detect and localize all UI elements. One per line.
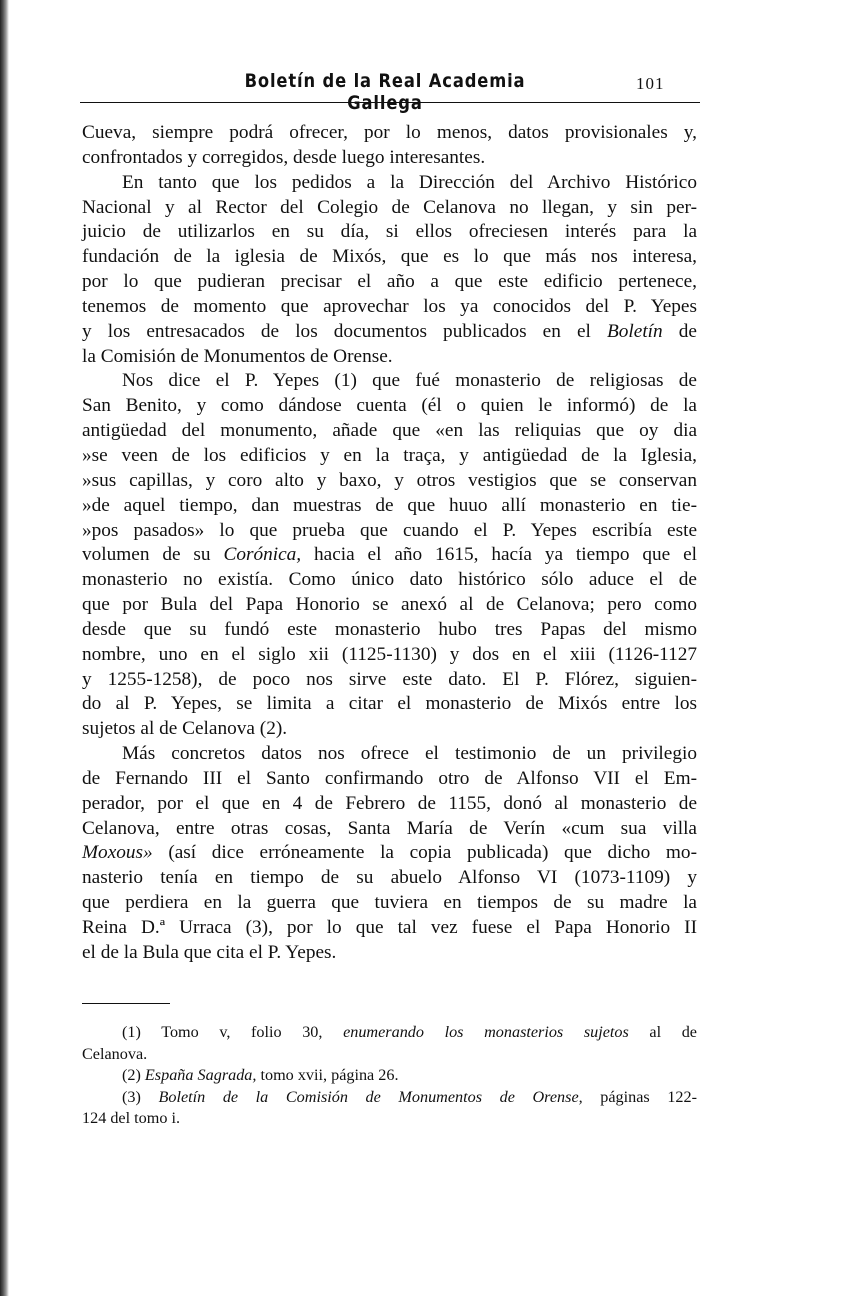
- text-segment: nasterio tenía en tiempo de su abuelo Alfonso VI (1073-1109) y: [82, 867, 697, 889]
- text-segment: al de: [628, 1023, 697, 1041]
- italic-text: España Sagrada,: [144, 1066, 257, 1084]
- text-line: [82, 469, 697, 494]
- text-segment: sujetos al de Celanova (2).: [82, 718, 288, 740]
- italic-text: Corónica,: [223, 544, 302, 566]
- text-segment: (2): [122, 1066, 145, 1084]
- text-line: [82, 444, 697, 469]
- header-rule: [80, 102, 700, 103]
- text-line: [82, 618, 697, 643]
- text-segment: antigüedad del monumento, añade que «en las reliquias que oy dia: [82, 420, 697, 442]
- text-segment: (así dice erróneamente la copia publicada) que dicho mo-: [152, 842, 697, 864]
- text-segment: 124 del tomo i.: [82, 1109, 181, 1127]
- footnotes: [82, 1022, 697, 1130]
- footnote-line: [82, 1065, 697, 1087]
- text-segment: (3): [122, 1087, 159, 1106]
- text-segment: fundación de la iglesia de Mixós, que es lo que más nos interesa,: [82, 246, 697, 268]
- text-segment: nombre, uno en el siglo xii (1125-1130) y dos en el xiii (1126-1127: [82, 643, 697, 665]
- text-segment: En tanto que los pedidos a la Dirección del Archivo Histórico: [122, 171, 697, 193]
- text-line: [82, 220, 697, 245]
- text-line: [82, 171, 697, 196]
- text-segment: juicio de utilizarlos en su día, si ellos ofreciesen interés para la: [82, 221, 697, 243]
- text-line: [82, 320, 697, 345]
- text-segment: monasterio no existía. Como único dato histórico sólo aduce el de: [82, 569, 697, 591]
- footnote-line: [82, 1087, 697, 1109]
- text-line: [82, 543, 697, 568]
- italic-text: enumerando los monasterios sujetos: [343, 1023, 629, 1041]
- text-segment: y 1255-1258), de poco nos sirve este dato. El P. Flórez, siguien-: [82, 668, 697, 690]
- text-segment: perador, por el que en 4 de Febrero de 1155, donó al monasterio de: [82, 792, 697, 814]
- text-segment: el de la Bula que cita el P. Yepes.: [82, 941, 337, 963]
- text-line: [82, 941, 697, 966]
- text-segment: (1) Tomo v, folio 30,: [122, 1023, 344, 1041]
- text-segment: tomo xvii, página 26.: [256, 1066, 399, 1084]
- text-segment: Más concretos datos nos ofrece el testimonio de un privilegio: [122, 743, 697, 765]
- text-line: [82, 146, 697, 171]
- text-segment: Celanova, entre otras cosas, Santa María de Verín «cum sua villa: [82, 817, 697, 839]
- text-line: [82, 593, 697, 618]
- text-line: [82, 717, 697, 742]
- text-line: [82, 245, 697, 270]
- text-line: [82, 419, 697, 444]
- text-line: [82, 270, 697, 295]
- text-segment: y los entresacados de los documentos publicados en el: [82, 320, 607, 342]
- text-line: [82, 196, 697, 221]
- footnote-line: [82, 1022, 697, 1044]
- text-segment: hacia el año 1615, hacía ya tiempo que el: [301, 544, 697, 566]
- text-segment: de Fernando III el Santo confirmando otro de Alfonso VII el Em-: [82, 767, 697, 789]
- text-line: [82, 916, 697, 941]
- text-line: [82, 121, 697, 146]
- text-line: [82, 891, 697, 916]
- text-segment: desde que su fundó este monasterio hubo tres Papas del mismo: [82, 618, 697, 640]
- text-segment: que perdiera en la guerra que tuviera en tiempos de su madre la: [82, 892, 697, 914]
- text-segment: por lo que pudieran precisar el año a que este edificio pertenece,: [82, 271, 697, 293]
- text-line: [82, 369, 697, 394]
- text-line: [82, 841, 697, 866]
- footnote-line: [82, 1108, 697, 1130]
- text-segment: confrontados y corregidos, desde luego interesantes.: [82, 146, 486, 168]
- italic-text: Boletín de la Comisión de Monumentos de Orense,: [158, 1087, 583, 1106]
- text-segment: »pos pasados» lo que prueba que cuando el P. Yepes escribía este: [82, 519, 697, 541]
- text-segment: que por Bula del Papa Honorio se anexó al de Celanova; pero como: [82, 594, 697, 616]
- text-line: [82, 792, 697, 817]
- text-line: [82, 568, 697, 593]
- text-segment: de: [662, 320, 697, 342]
- text-line: [82, 742, 697, 767]
- footnote-rule: [82, 1003, 170, 1004]
- text-segment: »se veen de los edificios y en la traça, y antigüedad de la Iglesia,: [82, 444, 697, 466]
- text-segment: Reina D.ª Urraca (3), por lo que tal vez fuese el Papa Honorio II: [82, 917, 697, 938]
- text-segment: Nos dice el P. Yepes (1) que fué monasterio de religiosas de: [122, 370, 697, 392]
- text-line: [82, 866, 697, 891]
- text-segment: volumen de su: [82, 544, 224, 566]
- text-segment: tenemos de momento que aprovechar los ya conocidos del P. Yepes: [82, 295, 697, 317]
- text-segment: páginas 122-: [582, 1087, 697, 1106]
- italic-text: Moxous»: [82, 842, 153, 864]
- text-line: [82, 643, 697, 668]
- text-line: [82, 394, 697, 419]
- text-line: [82, 519, 697, 544]
- text-line: [82, 668, 697, 693]
- text-segment: Nacional y al Rector del Colegio de Celanova no llegan, y sin per-: [82, 196, 697, 218]
- page-number: 101: [636, 74, 665, 93]
- text-segment: la Comisión de Monumentos de Orense.: [82, 345, 393, 367]
- text-segment: do al P. Yepes, se limita a citar el monasterio de Mixós entre los: [82, 693, 697, 715]
- text-segment: »sus capillas, y coro alto y baxo, y otros vestigios que se conservan: [82, 469, 697, 491]
- italic-text: Boletín: [606, 320, 663, 342]
- text-line: [82, 295, 697, 320]
- text-line: [82, 817, 697, 842]
- footnote-line: [82, 1044, 697, 1066]
- running-head-title: Boletín de la Real Academia Gallega: [244, 70, 526, 114]
- text-segment: San Benito, y como dándose cuenta (él o quien le informó) de la: [82, 395, 697, 417]
- page-binding-edge: [0, 0, 9, 1296]
- text-segment: »de aquel tiempo, dan muestras de que huuo allí monasterio en tie-: [82, 494, 697, 516]
- text-segment: Cueva, siempre podrá ofrecer, por lo menos, datos provisionales y,: [82, 122, 697, 143]
- body-text: [82, 121, 697, 966]
- text-line: [82, 692, 697, 717]
- text-line: [82, 345, 697, 370]
- text-line: [82, 767, 697, 792]
- text-line: [82, 494, 697, 519]
- text-segment: Celanova.: [82, 1044, 148, 1063]
